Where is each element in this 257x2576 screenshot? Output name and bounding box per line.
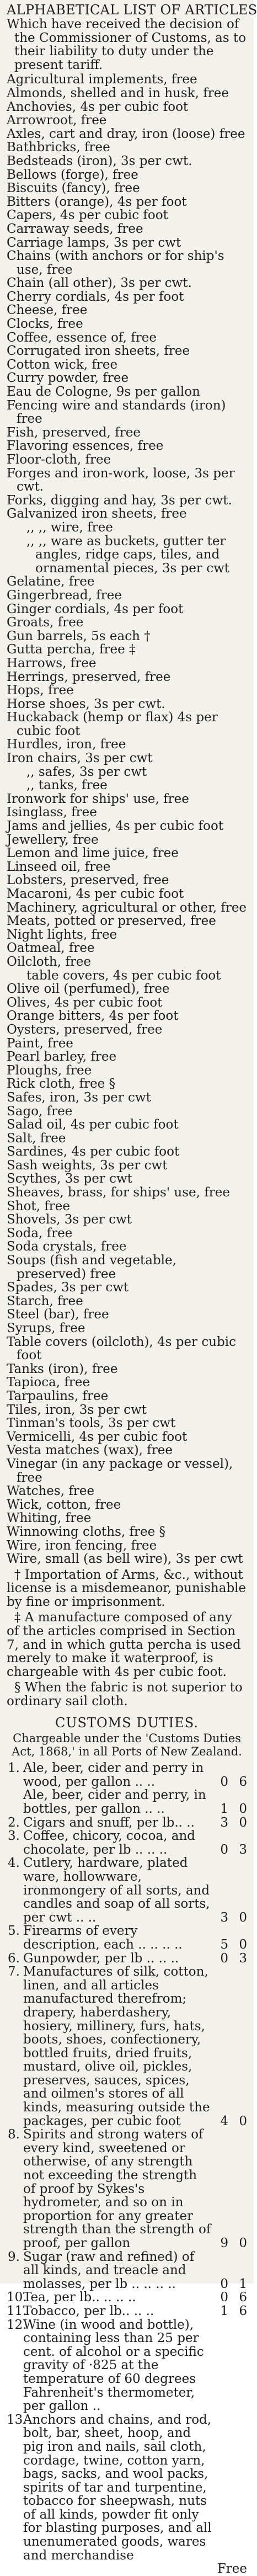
article-sub-item: ,, tanks, free [26,778,108,793]
duty-item [7,2304,247,2318]
article-item: Herrings, preserved, free [7,669,171,684]
article-item: Tinman's tools, 3s per cwt [7,1416,176,1431]
articles-list-2 [7,575,247,765]
duty-pence: 0 [239,1815,247,1830]
duty-pence: 3 [239,1842,247,1857]
article-item: Biscuits (fancy), free [7,181,140,196]
article-item: Fencing wire and standards (iron) free [7,398,226,427]
duty-free-label: Free [217,2562,247,2576]
duty-text: Wine (in wood and bottle), containing less than 25 per cent. of alcohol or a specific gravity of ·825 at the temperature of 60 degrees Fahrenheit's thermometer, per gallon .. [23,2317,204,2414]
article-item: Bitters (orange), 4s per foot [7,194,187,209]
article-item: Forges and iron-work, loose, 3s per cwt. [7,466,235,494]
articles-list [7,73,247,521]
duty-shillings: 1 [220,1802,228,1816]
article-item: Arrowroot, free [7,113,107,128]
duty-item [7,1816,247,1830]
duty-text: Spirits and strong waters of every kind, sweetened or otherwise, of any strength not exceeding the strength of proof by Sykes's hydrometer, and so on in proportion for any greater strength than the strength of proof, per gallon [23,2127,211,2250]
duty-number: 12. [7,2317,27,2332]
article-item: Iron chairs, 3s per cwt [7,751,153,766]
duty-item [7,1965,247,2128]
article-item: Machinery, agricultural or other, free [7,900,247,915]
duty-shillings: 4 [220,2114,228,2128]
duty-pence: 0 [239,2114,247,2128]
article-item: Vinegar (in any package or vessel), free [7,1456,233,1485]
article-item: Cherry cordials, 4s per foot [7,289,184,304]
article-item: Safes, iron, 3s per cwt [7,1090,151,1105]
duty-text: Anchors and chains, and rod, bolt, bar, sheet, hoop, and pig iron and nails, sail cloth, cordage, twine, cotton yarn, bags, sacks, and wool packs, spirits of tar and turpentine, tobacco for sheepwash, nuts of all kinds, powder fit only for blasting purposes, and all unenumerated goods, wares and merchandise [23,2412,212,2563]
article-item: Chain (all other), 3s per cwt. [7,276,192,291]
article-item: Tanks (iron), free [7,1361,118,1376]
duty-number: 7. [8,1965,20,1979]
article-item: Soups (fish and vegetable, preserved) free [7,1253,176,1281]
oilcloth-sub-item: table covers, 4s per cubic foot [26,968,221,983]
duty-item [7,1952,247,1966]
article-item: Spades, 3s per cwt [7,1280,129,1295]
duty-shillings: 0 [220,1842,228,1857]
article-item: Wick, cotton, free [7,1497,121,1512]
article-item: Ironwork for ships' use, free [7,791,189,806]
duty-pence: 0 [239,2236,247,2250]
duty-shillings: 3 [220,1815,228,1830]
article-item: Sash weights, 3s per cwt [7,1158,168,1173]
article-item: Night lights, free [7,927,117,942]
duty-text: Sugar (raw and refined) of all kinds, and treacle and molasses, per lb .. .. .. .. [23,2249,195,2291]
duty-number: 6. [8,1951,20,1966]
duty-pence: 6 [239,2290,247,2305]
article-item: Axles, cart and dray, iron (loose) free [7,126,245,141]
article-item: Paint, free [7,1036,73,1051]
article-item: Bathbricks, free [7,140,110,155]
duty-number: 2. [8,1815,20,1830]
article-item: Starch, free [7,1294,83,1308]
article-item: Syrups, free [7,1321,85,1335]
duty-shillings: 3 [220,1910,228,1925]
article-item: Tiles, iron, 3s per cwt [7,1402,147,1417]
article-item: Table covers (oilcloth), 4s per cubic foot [7,1334,237,1363]
article-item: Sheaves, brass, for ships' use, free [7,1185,230,1200]
article-item: Harrows, free [7,656,97,670]
duty-item-13 [7,2413,247,2563]
article-item: Clocks, free [7,317,83,332]
article-item: Oilcloth, free [7,954,92,969]
articles-list-3 [7,792,247,969]
article-item: Carraway seeds, free [7,221,143,236]
duty-shillings: 5 [220,1937,228,1952]
duties-intro: Chargeable under the 'Customs Duties Act, 1868,' in all Ports of New Zealand. [12,1732,242,1759]
article-item: Rick cloth, free § [7,1077,116,1092]
article-item: Cheese, free [7,303,88,318]
duty-pence: 0 [239,1802,247,1816]
duties-heading: CUSTOMS DUTIES. [55,1715,199,1731]
article-item: Groats, free [7,615,84,630]
article-item: Linseed oil, free [7,859,111,874]
intro-text: Which have received the decision of the Commissioner of Customs, as to their liability to duty under the present tariff. [7,17,247,72]
article-item: Tarpaulins, free [7,1388,109,1403]
duty-item [7,1789,247,1816]
article-item: Gutta percha, free ‡ [7,642,136,657]
article-item: Tapioca, free [7,1375,90,1390]
duty-item [7,1856,247,1924]
article-item: Oysters, preserved, free [7,1022,163,1037]
duty-pence: 0 [239,1910,247,1925]
article-item: Fish, preserved, free [7,425,141,440]
footnote: † Importation of Arms, &c., without license is a misdemeanor, punishable by fine or imprisonment. [7,1567,247,1609]
duty-text: Tea, per lb.. .. .. .. [23,2290,136,2305]
article-item: Salad oil, 4s per cubic foot [7,1117,179,1132]
galvanized-sub-list [7,521,247,575]
article-item: Whiting, free [7,1511,92,1526]
duty-number: 10. [7,2290,27,2305]
article-item: Soda, free [7,1226,73,1241]
article-item: Soda crystals, free [7,1239,127,1254]
article-item: Anchovies, 4s per cubic foot [7,99,189,114]
duty-text: Coffee, chicory, cocoa, and chocolate, per lb .. .. .. [23,1829,196,1857]
article-item: Cotton wick, free [7,357,118,372]
article-item: Meats, potted or preserved, free [7,914,216,929]
articles-list-4 [7,982,247,1566]
duty-item [7,1924,247,1951]
duty-shillings: 1 [220,2303,228,2318]
duty-text: Gunpowder, per lb .. .. .. [23,1951,179,1966]
article-item: Jewellery, free [7,832,99,847]
duty-shillings: 0 [220,2276,228,2291]
article-item: Winnowing cloths, free § [7,1524,166,1539]
duty-item [7,2128,247,2250]
duty-number: 11. [7,2303,27,2318]
article-item: Ploughs, free [7,1063,92,1078]
iron-sub-list [7,765,247,792]
article-item: Orange bitters, 4s per foot [7,1009,179,1024]
article-item: Olives, 4s per cubic foot [7,995,163,1010]
article-item: Bellows (forge), free [7,167,138,182]
duty-text: Manufactures of silk, cotton, linen, and all articles manufactured therefrom; drapery, haberdashery, hosiery, millinery, furs, hats, boots, shoes, confectionery, bottled fruits, dried fruits, mustard, olive oil, pickles, preserves, sauces, spices, and oilmen's stores of all kinds, measuring outside the packages, per cubic foot [23,1965,210,2128]
article-item: Coffee, essence of, free [7,330,157,345]
duty-item [7,1829,247,1856]
duty-pence: 6 [239,2303,247,2318]
footnotes [7,1568,247,1709]
article-item: Capers, 4s per cubic foot [7,208,168,223]
duty-text: Cutlery, hardware, plated ware, hollowware, ironmongery of all sorts, and candles and soap of all sorts, per cwt .. .. [23,1856,210,1925]
duty-text: Ale, beer, cider and perry in wood, per gallon .. .. [23,1761,204,1789]
article-item: Salt, free [7,1131,66,1146]
duty-number: 3. [8,1829,20,1844]
article-item: Eau de Cologne, 9s per gallon [7,385,200,400]
article-item: Shot, free [7,1199,71,1214]
duty-item [7,2250,247,2291]
article-item: Olive oil (perfumed), free [7,982,170,997]
article-item: Flavoring essences, free [7,439,164,454]
article-item: Corrugated iron sheets, free [7,344,190,359]
article-item: Galvanized iron sheets, free [7,507,187,521]
duty-number: 9. [8,2249,20,2264]
article-item: Sago, free [7,1104,73,1119]
duty-text: Tobacco, per lb.. .. .. [23,2303,154,2318]
duty-text: Ale, beer, cider and perry, in bottles, per gallon .. .. [23,1788,206,1816]
duties-list [7,1761,247,2413]
article-item: Lobsters, preserved, free [7,873,169,888]
duty-pence: 1 [239,2276,247,2291]
duty-shillings: 9 [220,2236,228,2250]
duty-item [7,2291,247,2304]
duty-text: Firearms of every description, each .. .. .. .. [23,1924,183,1952]
duty-number: 5. [8,1924,20,1939]
article-item: Floor-cloth, free [7,453,111,467]
article-item: Carriage lamps, 3s per cwt [7,235,181,250]
duty-number: 13. [7,2412,27,2427]
duty-item [7,2318,247,2413]
duty-shillings: 0 [220,1951,228,1966]
duty-pence: 3 [239,1951,247,1966]
footnote: § When the fabric is not superior to ordinary sail cloth. [7,1680,243,1709]
article-item: Gelatine, free [7,574,95,589]
article-item: Isinglass, free [7,805,97,820]
article-item: Hurdles, iron, free [7,737,126,752]
article-sub-item: ,, ,, ware as buckets, gutter ter angles, ridge caps, tiles, and ornamental pieces, 3s per cwt [26,534,230,576]
duty-number: 1. [8,1761,20,1776]
article-item: Gun barrels, 5s each † [7,629,151,643]
duty-pence: 0 [239,1937,247,1952]
article-item: Sardines, 4s per cubic foot [7,1145,180,1159]
footnote: ‡ A manufacture composed of any of the articles comprised in Section 7, and in which gutta percha is used merely to make it waterproof, is chargeable with 4s per cubic foot. [7,1610,241,1679]
article-item: Wire, iron fencing, free [7,1538,157,1553]
article-item: Watches, free [7,1484,95,1499]
duty-number: 4. [8,1856,20,1871]
article-item: Oatmeal, free [7,941,95,956]
article-item: Curry powder, free [7,371,129,386]
duty-pence: 6 [239,1774,247,1789]
article-item: Chains (with anchors or for ship's use, free [7,249,224,277]
article-item: Agricultural implements, free [7,72,197,87]
article-item: Scythes, 3s per cwt [7,1172,132,1186]
duty-number: 8. [8,2127,20,2142]
duty-shillings: 0 [220,2290,228,2305]
article-sub-item: ,, safes, 3s per cwt [26,764,147,779]
article-item: Hops, free [7,683,74,698]
article-item: Shovels, 3s per cwt [7,1212,132,1227]
duty-text: Cigars and snuff, per lb.. .. [23,1815,195,1830]
article-item: Steel (bar), free [7,1307,109,1322]
article-item: Wire, small (as bell wire), 3s per cwt [7,1552,243,1567]
article-item: Forks, digging and hay, 3s per cwt. [7,493,232,508]
article-item: Bedsteads (iron), 3s per cwt. [7,153,192,168]
article-sub-item: ,, ,, wire, free [26,520,113,535]
article-item: Macaroni, 4s per cubic foot [7,887,184,901]
article-item: Gingerbread, free [7,588,122,603]
duty-item [7,1761,247,1789]
article-item: Lemon and lime juice, free [7,846,179,861]
article-item: Ginger cordials, 4s per foot [7,602,184,616]
article-item: Horse shoes, 3s per cwt. [7,696,165,711]
article-item: Jams and jellies, 4s per cubic foot [7,819,224,834]
duty-shillings: 0 [220,1774,228,1789]
article-item: Almonds, shelled and in husk, free [7,86,229,100]
article-item: Huckaback (hemp or flax) 4s per cubic foot [7,710,218,738]
article-item: Pearl barley, free [7,1050,117,1065]
page-title: ALPHABETICAL LIST OF ARTICLES [7,2,257,18]
article-item: Vesta matches (wax), free [7,1443,173,1458]
article-item: Vermicelli, 4s per cubic foot [7,1429,188,1444]
